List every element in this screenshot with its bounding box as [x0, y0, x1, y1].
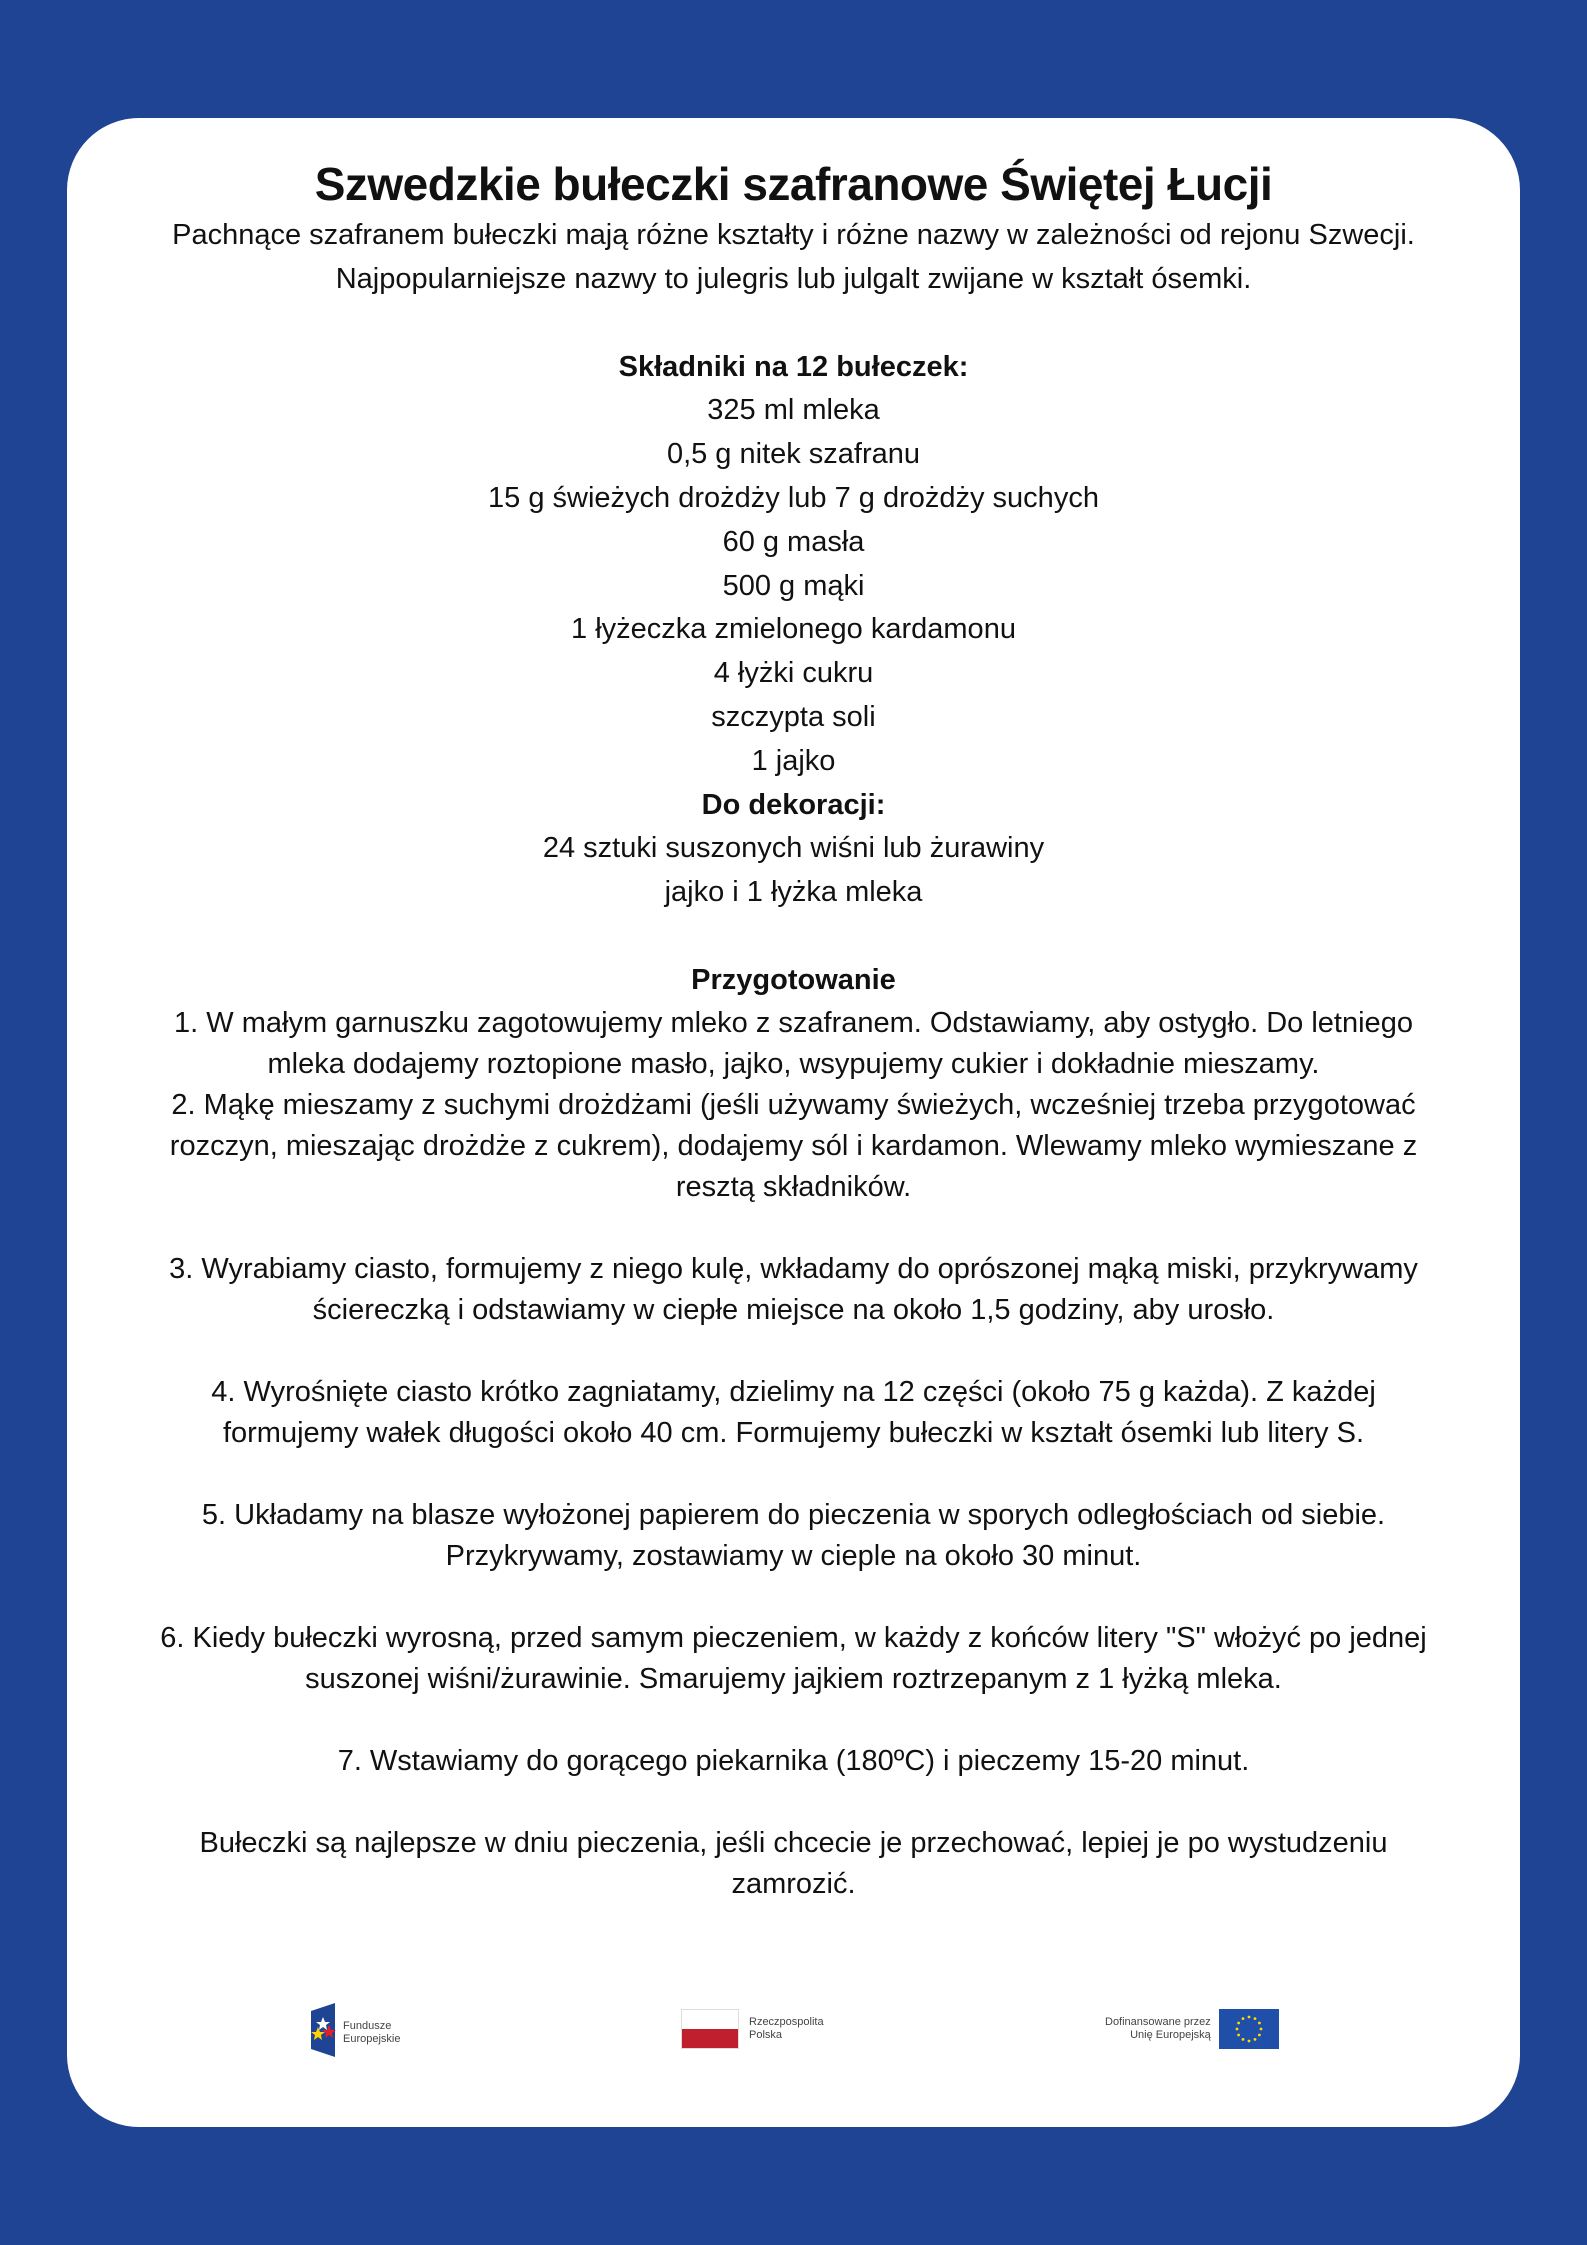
eu-star [1241, 2038, 1244, 2041]
eu-star [1235, 2028, 1238, 2031]
logo-text-line: Polska [749, 2029, 783, 2041]
spacer [67, 1700, 1520, 1741]
rzeczpospolita-polska-text [749, 2016, 824, 2042]
ingredients-heading: Składniki na 12 bułeczek: [618, 350, 969, 383]
ingredient-item: 325 ml mleka [707, 394, 880, 427]
preparation-step: 7. Wstawiamy do gorącego piekarnika (180ºC) i pieczemy 15-20 minut. [337, 1744, 1250, 1777]
recipe-card [67, 118, 1520, 2127]
spacer [67, 302, 1520, 346]
recipe-content [67, 154, 1520, 1905]
footer-logos [67, 2003, 1520, 2063]
preparation-step: 2. Mąkę mieszamy z suchymi drożdżami (jeśli używamy świeżych, wcześniej trzeba przygotować rozczyn, mieszając drożdże z cukrem), dodajemy sól i kardamon. Wlewamy mleko wymieszane z resztą składników. [169, 1088, 1418, 1203]
decoration-heading: Do dekoracji: [701, 788, 886, 821]
eu-star [1258, 2022, 1261, 2025]
eu-star [1253, 2038, 1256, 2041]
eu-star [1253, 2017, 1256, 2020]
preparation-step: 3. Wyrabiamy ciasto, formujemy z niego kulę, wkładamy do oprószonej mąką miski, przykrywamy ściereczką i odstawiamy w ciepłe miejsce na około 1,5 godziny, aby urosło. [169, 1252, 1418, 1326]
eu-star [1247, 2040, 1250, 2043]
spacer [67, 1331, 1520, 1372]
logo-text-line: Dofinansowane przez [1105, 2016, 1211, 2028]
rzeczpospolita-polska-logo [681, 2009, 824, 2049]
eu-flag-icon [1219, 2009, 1279, 2049]
fundusze-europejskie-logo-icon [309, 2003, 337, 2062]
polish-flag-icon [681, 2009, 739, 2049]
recipe-title: Szwedzkie bułeczki szafranowe Świętej Łucji [314, 158, 1273, 210]
ingredient-item: 1 łyżeczka zmielonego kardamonu [571, 613, 1016, 646]
ingredient-item: 4 łyżki cukru [713, 657, 874, 690]
ingredient-item: 0,5 g nitek szafranu [666, 438, 921, 471]
ingredient-item: szczypta soli [711, 700, 876, 733]
ingredient-item: 1 jajko [751, 744, 836, 777]
decoration-item: 24 sztuki suszonych wiśni lub żurawiny [542, 832, 1045, 865]
logo-text-line: Rzeczpospolita [749, 2016, 824, 2028]
spacer [67, 1782, 1520, 1823]
eu-cofinancing-logo [1105, 2009, 1279, 2049]
fundusze-europejskie-logo [309, 2003, 400, 2062]
spacer [67, 1577, 1520, 1618]
logo-text-line: Europejskie [343, 2032, 401, 2045]
eu-star [1259, 2028, 1262, 2031]
preparation-step: 5. Układamy na blasze wyłożonej papierem do pieczenia w sporych odległościach od siebie. Przykrywamy, zostawiamy w cieple na około 30 minut. [201, 1498, 1386, 1572]
spacer [67, 1208, 1520, 1249]
recipe-intro: Pachnące szafranem bułeczki mają różne kształty i różne nazwy w zależności od rejonu Szwecji. Najpopularniejsze nazwy to julegris lub julgalt zwijane w kształt ósemki. [172, 219, 1415, 295]
eu-star [1237, 2034, 1240, 2037]
eu-cofinancing-text [1105, 2016, 1211, 2042]
eu-star [1241, 2017, 1244, 2020]
ingredients-list [67, 389, 1520, 783]
preparation-heading: Przygotowanie [691, 963, 896, 996]
decoration-item: jajko i 1 łyżka mleka [664, 876, 923, 909]
logo-text-line: Unię Europejską [1130, 2029, 1211, 2041]
logo-text-line: Fundusze [343, 2019, 392, 2032]
ingredient-item: 15 g świeżych drożdży lub 7 g drożdży suchych [488, 481, 1099, 514]
preparation-step: 4. Wyrośnięte ciasto krótko zagniatamy, dzielimy na 12 części (około 75 g każda). Z każdej formujemy wałek długości około 40 cm. Formujemy bułeczki w kształt ósemki lub litery S. [211, 1375, 1376, 1449]
eu-star [1258, 2034, 1261, 2037]
ingredient-item: 60 g masła [722, 525, 865, 558]
closing-note: Bułeczki są najlepsze w dniu pieczenia, jeśli chcecie je przechować, lepiej je po wystudzeniu zamrozić. [199, 1826, 1388, 1900]
eu-star [1237, 2022, 1240, 2025]
decoration-list [67, 827, 1520, 915]
spacer [67, 915, 1520, 959]
preparation-step: 6. Kiedy bułeczki wyrosną, przed samym pieczeniem, w każdy z końców litery "S" włożyć po jednej suszonej wiśni/żurawinie. Smarujemy jajkiem roztrzepanym z 1 łyżką mleka. [160, 1621, 1427, 1695]
preparation-step: 1. W małym garnuszku zagotowujemy mleko z szafranem. Odstawiamy, aby ostygło. Do letniego mleka dodajemy roztopione masło, jajko, wsypujemy cukier i dokładnie mieszamy. [174, 1006, 1413, 1080]
ingredient-item: 500 g mąki [722, 569, 865, 602]
eu-star [1247, 2016, 1250, 2019]
fundusze-europejskie-text [343, 2020, 400, 2046]
preparation-steps [67, 1003, 1520, 1905]
spacer [67, 1454, 1520, 1495]
